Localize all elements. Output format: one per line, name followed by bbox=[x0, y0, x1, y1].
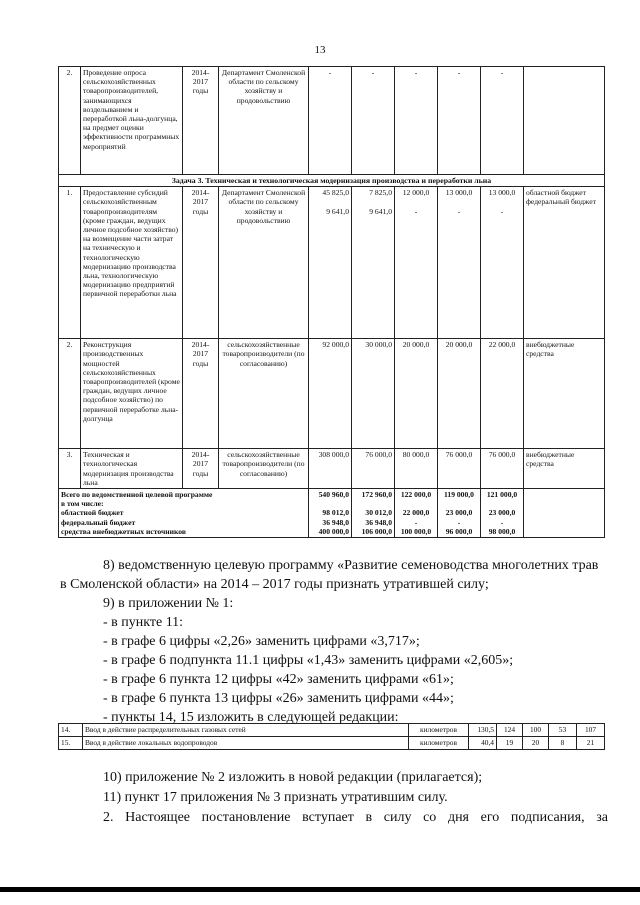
value-obl: 13 000,0 bbox=[445, 188, 473, 198]
value-cell: 53 bbox=[549, 724, 577, 737]
source-fed: федеральный бюджет bbox=[526, 197, 596, 207]
row-number: 2. bbox=[59, 339, 81, 449]
indicator-name: Ввод в действие локальных водопроводов bbox=[83, 737, 409, 750]
value-obl: 13 000,0 bbox=[488, 188, 516, 198]
total-value: 121 000,0 bbox=[486, 490, 518, 500]
vneb-value: 400 000,0 bbox=[318, 526, 349, 536]
years: 2014-2017 годы bbox=[183, 187, 219, 339]
value-cell: 20 000,0 bbox=[395, 339, 438, 449]
value-cell: 8 bbox=[549, 737, 577, 750]
task-3-header: Задача 3. Техническая и технологическая модернизация производства и переработки льна bbox=[59, 175, 605, 187]
paragraph-9a: - в пункте 11: bbox=[103, 615, 184, 630]
value-cell: 20 000,0 bbox=[438, 339, 481, 449]
row-number: 15. bbox=[59, 737, 83, 750]
obl-value: 30 012,0 bbox=[365, 508, 392, 518]
paragraph-10: 10) приложение № 2 изложить в новой редакции (прилагается); bbox=[103, 770, 483, 785]
value-cell: 107 bbox=[577, 724, 605, 737]
total-value: 540 960,0 bbox=[318, 490, 349, 500]
value-cell: - bbox=[395, 67, 438, 175]
value-cell: 19 bbox=[497, 737, 523, 750]
value-cell: 80 000,0 bbox=[395, 449, 438, 489]
source-cell: внебюджетные средства bbox=[524, 449, 605, 489]
total-col-3 bbox=[395, 489, 438, 538]
fed-value: 36 948,0 bbox=[365, 517, 392, 527]
value-fed: 9 641,0 bbox=[326, 207, 349, 217]
value-obl: 45 825,0 bbox=[322, 188, 349, 198]
paragraph-9c: - в графе 6 подпункта 11.1 цифры «1,43» заменить цифрами «2,605»; bbox=[103, 653, 514, 668]
value-obl: 12 000,0 bbox=[402, 188, 430, 198]
value-obl: 7 825,0 bbox=[369, 188, 392, 198]
fed-value: - bbox=[414, 517, 418, 527]
executor: Департамент Смоленской области по сельскому хозяйству и продовольствию bbox=[219, 187, 309, 339]
unit: километров bbox=[409, 724, 469, 737]
page-number: 13 bbox=[314, 44, 326, 56]
measure-name: Проведение опроса сельскохозяйственных товаропроизводителей, занимающихся возделыванием и переработкой льна-долгунца, на предмет оценки эффективности программных мероприятий bbox=[81, 67, 183, 175]
paragraph-12: 2. Настоящее постановление вступает в силу со дня его подписания, за bbox=[103, 810, 608, 825]
totals-row bbox=[59, 489, 605, 538]
paragraph-9e: - в графе 6 пункта 13 цифры «26» заменить цифрами «44»; bbox=[103, 691, 454, 706]
indicator-name: Ввод в действие распределительных газовых сетей bbox=[83, 724, 409, 737]
vneb-value: 96 000,0 bbox=[445, 526, 473, 536]
vneb-value: 100 000,0 bbox=[400, 526, 432, 536]
paragraph-8: 8) ведомственную целевую программу «Развитие семеноводства многолетних трав в Смоленской области» на 2014 – 2017 годы признать утратившей силу; bbox=[60, 558, 599, 592]
value-cell bbox=[395, 187, 438, 339]
value-cell: - bbox=[309, 67, 352, 175]
row-number: 14. bbox=[59, 724, 83, 737]
value-cell: - bbox=[352, 67, 395, 175]
fed-label: федеральный бюджет bbox=[61, 517, 136, 527]
years: 2014-2017 годы bbox=[183, 339, 219, 449]
totals-labels bbox=[59, 489, 309, 538]
value-fed: 9 641,0 bbox=[369, 207, 392, 217]
value-cell: 308 000,0 bbox=[309, 449, 352, 489]
row-number: 1. bbox=[59, 187, 81, 339]
value-fed: - bbox=[500, 207, 504, 217]
value-fed: - bbox=[414, 207, 418, 217]
value-cell: 130,5 bbox=[469, 724, 497, 737]
obl-value: 98 012,0 bbox=[322, 508, 349, 518]
value-cell bbox=[309, 187, 352, 339]
total-value: 122 000,0 bbox=[400, 490, 432, 500]
table-row bbox=[59, 724, 605, 737]
paragraph-9f: - пункты 14, 15 изложить в следующей редакции: bbox=[103, 710, 399, 725]
value-cell: 124 bbox=[497, 724, 523, 737]
table-row bbox=[59, 339, 605, 449]
obl-label: областной бюджет bbox=[61, 508, 124, 518]
task-header-row bbox=[59, 175, 605, 187]
total-col-1 bbox=[309, 489, 352, 538]
fed-value: - bbox=[457, 517, 461, 527]
total-value: 172 960,0 bbox=[361, 490, 392, 500]
source-cell: внебюджетные средства bbox=[524, 339, 605, 449]
measure-name: Техническая и технологическая модернизация производства льна bbox=[81, 449, 183, 489]
value-cell bbox=[352, 187, 395, 339]
bottom-scan-bar bbox=[0, 887, 640, 892]
value-cell: 30 000,0 bbox=[352, 339, 395, 449]
value-cell: - bbox=[481, 67, 524, 175]
value-cell bbox=[438, 187, 481, 339]
obl-value: 22 000,0 bbox=[402, 508, 430, 518]
value-cell: 22 000,0 bbox=[481, 339, 524, 449]
fed-value: - bbox=[500, 517, 504, 527]
value-cell: 100 bbox=[523, 724, 549, 737]
executor: Департамент Смоленской области по сельскому хозяйству и продовольствию bbox=[219, 67, 309, 175]
source-cell bbox=[524, 489, 605, 538]
row-number: 2. bbox=[59, 67, 81, 175]
executor: сельскохозяйственные товаропроизводители (по согласованию) bbox=[219, 449, 309, 489]
value-cell bbox=[481, 187, 524, 339]
value-cell: 92 000,0 bbox=[309, 339, 352, 449]
obl-value: 23 000,0 bbox=[445, 508, 473, 518]
indicators-table bbox=[58, 723, 605, 750]
row-number: 3. bbox=[59, 449, 81, 489]
value-cell: 76 000,0 bbox=[481, 449, 524, 489]
measure-name: Предоставление субсидий сельскохозяйственным товаропроизводителям (кроме граждан, ведущих личное подсобное хозяйство) на возмещение части затрат на техническую и технологическую модернизацию производства льна, технологическую модернизацию предприятий первичной переработки льна bbox=[81, 187, 183, 339]
value-cell: 40,4 bbox=[469, 737, 497, 750]
vneb-value: 98 000,0 bbox=[488, 526, 516, 536]
vneb-label: средства внебюджетных источников bbox=[61, 526, 186, 536]
value-cell: 21 bbox=[577, 737, 605, 750]
source-cell bbox=[524, 67, 605, 175]
source-cell bbox=[524, 187, 605, 339]
obl-value: 23 000,0 bbox=[488, 508, 516, 518]
value-cell: 76 000,0 bbox=[352, 449, 395, 489]
total-col-4 bbox=[438, 489, 481, 538]
years: 2014-2017 годы bbox=[183, 67, 219, 175]
paragraph-9b: - в графе 6 цифры «2,26» заменить цифрами «3,717»; bbox=[103, 634, 420, 649]
paragraph-9: 9) в приложении № 1: bbox=[103, 596, 234, 611]
fed-value: 36 948,0 bbox=[322, 517, 349, 527]
value-cell: 20 bbox=[523, 737, 549, 750]
paragraph-11: 11) пункт 17 приложения № 3 признать утратившим силу. bbox=[103, 790, 448, 805]
value-cell: 76 000,0 bbox=[438, 449, 481, 489]
value-cell: - bbox=[438, 67, 481, 175]
table-row bbox=[59, 187, 605, 339]
vneb-value: 106 000,0 bbox=[361, 526, 392, 536]
value-fed: - bbox=[457, 207, 461, 217]
incl-label: в том числе: bbox=[61, 499, 104, 509]
table-row bbox=[59, 737, 605, 750]
table-row bbox=[59, 67, 605, 175]
unit: километров bbox=[409, 737, 469, 750]
source-obl: областной бюджет bbox=[526, 188, 586, 198]
total-col-2 bbox=[352, 489, 395, 538]
years: 2014-2017 годы bbox=[183, 449, 219, 489]
program-table bbox=[58, 66, 605, 538]
table-row bbox=[59, 449, 605, 489]
total-col-5 bbox=[481, 489, 524, 538]
executor: сельскохозяйственные товаропроизводители (по согласованию) bbox=[219, 339, 309, 449]
paragraph-9d: - в графе 6 пункта 12 цифры «42» заменить цифрами «61»; bbox=[103, 672, 454, 687]
total-value: 119 000,0 bbox=[444, 490, 474, 500]
total-label: Всего по ведомственной целевой программе bbox=[61, 490, 213, 500]
measure-name: Реконструкция производственных мощностей сельскохозяйственных товаропроизводителей (кроме граждан, ведущих личное подсобное хозяйство) по первичной переработке льна-долгунца bbox=[81, 339, 183, 449]
